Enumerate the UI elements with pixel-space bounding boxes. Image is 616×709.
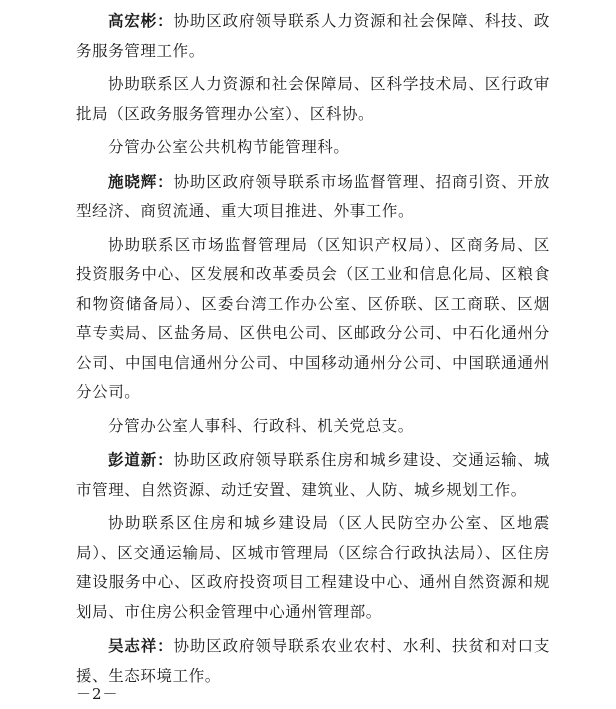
paragraph-text: 协助区政府领导联系市场监督管理、招商引资、开放型经济、商贸流通、重大项目推进、外事工作。: [76, 172, 550, 220]
official-name: 彭道新：: [108, 450, 174, 469]
paragraph-text: 协助区政府领导联系住房和城乡建设、交通运输、城市管理、自然资源、动迁安置、建筑业、人防、城乡规划工作。: [76, 451, 550, 499]
paragraph-gao-office: [76, 133, 550, 163]
official-name: 高宏彬：: [108, 11, 174, 30]
official-name: 吴志祥：: [108, 636, 174, 655]
paragraph-text: 协助联系区人力资源和社会保障局、区科学技术局、区行政审批局（区政务服务管理办公室）、区科协。: [76, 75, 550, 123]
paragraph-shi-duty: [76, 167, 550, 227]
paragraph-gao-liaison: [76, 70, 550, 129]
official-name: 施晓辉：: [108, 171, 174, 191]
paragraph-text: 协助联系区住房和城乡建设局（区人民防空办公室、区地震局）、区交通运输局、区城市管理局（区综合行政执法局）、区住房建设服务中心、区政府投资项目工程建设中心、通州自然资源和规划局、市住房公积金管理中心通州管理部。: [76, 514, 550, 621]
paragraph-text: 分管办公室公共机构节能管理科。: [108, 138, 350, 156]
paragraph-shi-office: [76, 412, 550, 442]
paragraph-text: 协助区政府领导联系农业农村、水利、扶贫和对口支援、生态环境工作。: [76, 637, 550, 685]
paragraph-text: 协助联系区市场监督管理局（区知识产权局）、区商务局、区投资服务中心、区发展和改革委员会（区工业和信息化局、区粮食和物资储备局）、区委台湾工作办公室、区侨联、区工商联、区烟草专卖局、区盐务局、区供电公司、区邮政分公司、中石化通州分公司、中国电信通州分公司、中国移动通州分公司、中国联通通州分公司。: [76, 235, 550, 401]
paragraph-text: 协助区政府领导联系人力资源和社会保障、科技、政务服务管理工作。: [76, 12, 550, 60]
page-number: －2－: [76, 685, 119, 703]
paragraph-wu-duty: [76, 631, 550, 691]
document-body: [76, 6, 550, 691]
paragraph-text: 分管办公室人事科、行政科、机关党总支。: [108, 416, 414, 435]
paragraph-peng-liaison: [76, 509, 550, 627]
paragraph-gao-duty: [76, 6, 550, 66]
paragraph-shi-liaison: [76, 231, 550, 408]
paragraph-peng-duty: [76, 445, 550, 505]
